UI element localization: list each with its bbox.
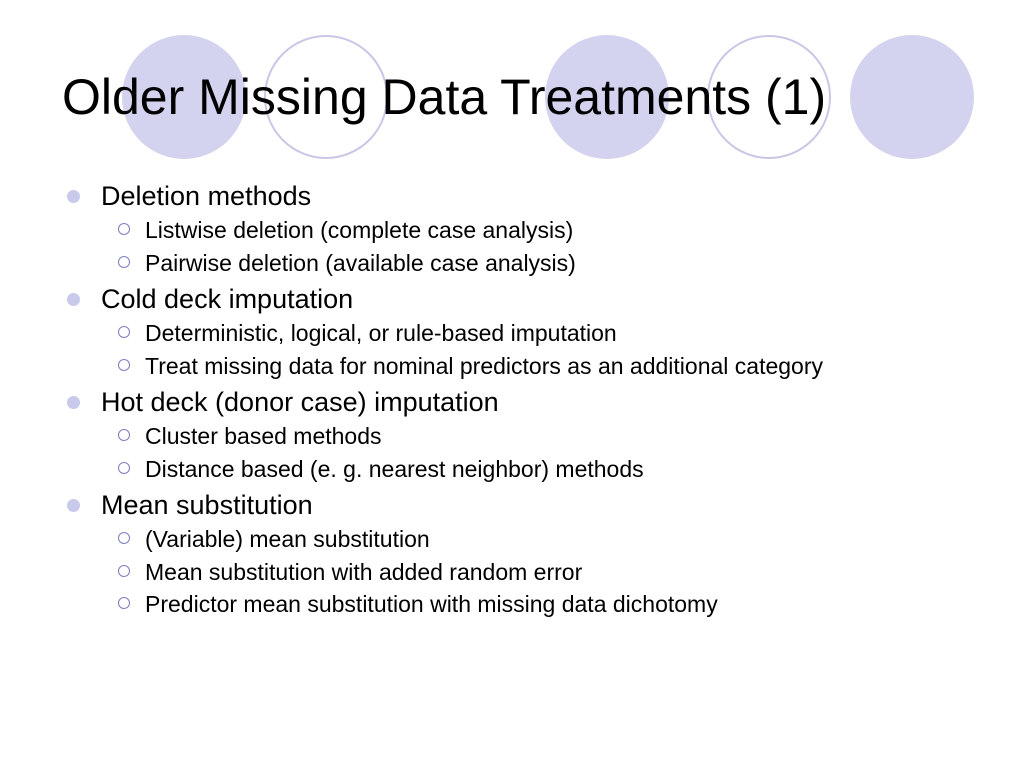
sub-bullet-item (101, 317, 994, 350)
sub-bullet-label: Pairwise deletion (available case analysis) (145, 249, 576, 276)
bullet-ring-icon (118, 532, 130, 544)
bullet-item (64, 283, 994, 382)
bullet-item (64, 489, 994, 621)
bullet-ring-icon (118, 326, 130, 338)
sub-bullet-label: Deterministic, logical, or rule-based imputation (145, 320, 617, 346)
sub-bullet-label: Treat missing data for nominal predictors as an additional category (145, 352, 823, 379)
bullet-label: Hot deck (donor case) imputation (101, 387, 499, 417)
sub-bullet-label: Predictor mean substitution with missing data dichotomy (145, 591, 718, 617)
bullet-label: Mean substitution (101, 490, 313, 520)
bullet-ring-icon (118, 597, 130, 609)
bullet-dot-icon (67, 190, 80, 203)
sub-bullet-label: Cluster based methods (145, 423, 382, 449)
sub-bullet-label: Distance based (e. g. nearest neighbor) methods (145, 455, 644, 482)
sub-bullet-item (101, 214, 994, 247)
bullet-dot-icon (67, 396, 80, 409)
bullet-ring-icon (118, 256, 130, 268)
sub-bullet-list (101, 214, 994, 279)
sub-bullet-list (101, 420, 994, 485)
bullet-ring-icon (118, 429, 130, 441)
bullet-dot-icon (67, 293, 80, 306)
bullet-label: Cold deck imputation (101, 284, 354, 314)
bullet-ring-icon (118, 359, 130, 371)
sub-bullet-item (101, 420, 994, 453)
bullet-ring-icon (118, 223, 130, 235)
sub-bullet-item (101, 247, 994, 280)
sub-bullet-item (101, 556, 994, 589)
sub-bullet-label: Mean substitution with added random error (145, 558, 583, 585)
bullet-item (64, 386, 994, 485)
slide-content (64, 180, 994, 625)
decor-circle-filled (850, 35, 974, 159)
bullet-label: Deletion methods (101, 181, 312, 211)
sub-bullet-list (101, 317, 994, 382)
bullet-item (64, 180, 994, 279)
sub-bullet-label: (Variable) mean substitution (145, 526, 430, 552)
bullet-ring-icon (118, 462, 130, 474)
sub-bullet-label: Listwise deletion (complete case analysis) (145, 217, 574, 243)
sub-bullet-item (101, 453, 994, 486)
slide-title: Older Missing Data Treatments (1) (62, 69, 827, 125)
sub-bullet-list (101, 523, 994, 621)
bullet-dot-icon (67, 499, 80, 512)
bullet-list (64, 180, 994, 621)
sub-bullet-item (101, 350, 994, 383)
sub-bullet-item (101, 588, 994, 621)
bullet-ring-icon (118, 565, 130, 577)
sub-bullet-item (101, 523, 994, 556)
